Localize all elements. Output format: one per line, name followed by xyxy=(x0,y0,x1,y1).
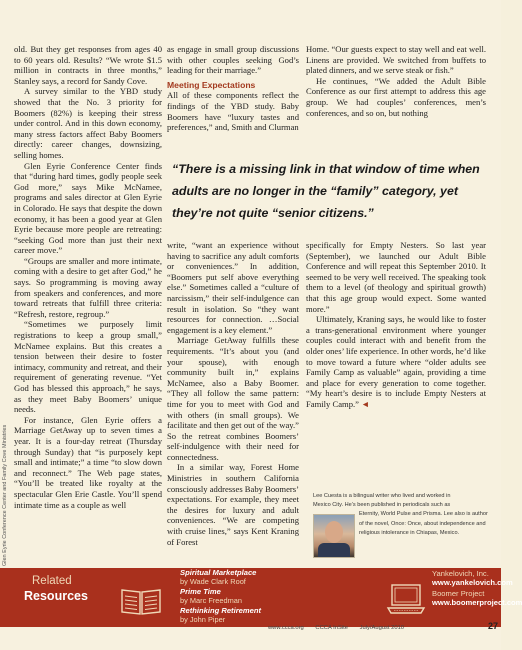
book-title: Prime Time xyxy=(180,587,221,596)
book-title: Spiritual Marketplace xyxy=(180,568,257,577)
paragraph: “Groups are smaller and more intimate, coming with a desire to get after God,” he says. So programming is moving away from speakers and conferences, and more toward retreats that fulfill three criteria: “Refresh, restore, regroup.” xyxy=(14,255,162,319)
column-3-top xyxy=(306,44,486,118)
paragraph: Home. “Our guests expect to stay well and eat well. Linens are provided. We switched from buffets to plated dinners, and we serve steak or fish.” xyxy=(306,44,486,76)
related-websites xyxy=(432,569,522,610)
resources-label: Resources xyxy=(24,589,88,603)
paragraph: In a similar way, Forest Home Ministries in southern California consciously addresses Baby Boomers’ expectations. For example, they meet the desires for luxury and adult conveniences. “We are competing with cruise lines,” says Kent Kraning of Forest xyxy=(167,462,299,547)
bio-line: Lee Cuesta is a bilingual writer who lived and worked in xyxy=(313,493,451,499)
section-heading: Meeting Expectations xyxy=(167,79,256,90)
bio-rest: Eternity, World Pulse and Prisma. Lee also is author of the novel, Once: Once, about independence and religious intolerance in Chiapas, Mexico. xyxy=(359,511,488,536)
end-mark-icon: ◄ xyxy=(361,398,370,409)
book-item[interactable] xyxy=(180,569,370,586)
author-bio xyxy=(313,492,488,538)
laptop-icon xyxy=(385,582,427,616)
bio-line: Mexico City. He’s been published in periodicals such as xyxy=(313,502,451,509)
photo-credit-sidebar: Glen Eyrie Conference Center and Family Cove Ministries xyxy=(2,424,8,566)
book-item[interactable] xyxy=(180,588,370,605)
recommended-books xyxy=(180,569,370,626)
pull-quote xyxy=(172,158,488,224)
site-link[interactable]: www.yankelovich.com xyxy=(432,577,513,587)
author-shirt xyxy=(318,543,350,557)
book-author: by Wade Clark Roof xyxy=(180,576,246,586)
pull-quote-text: “There is a missing link in that window of time when adults are no longer in the “family” category, yet they’re not quite “senior citizens.” xyxy=(172,162,480,220)
footer-site[interactable]: www.ccca.org xyxy=(268,625,304,631)
paragraph: write, “want an experience without having to sacrifice any adult comforts or conveniences.” In addition, “Boomers put self above everything else.” Sometimes called a “culture of narcissism,” their self-indulgence can result in isolation. So “they want resources for connection. …Social engagement is a key element.” xyxy=(167,240,299,335)
page-number: 27 xyxy=(488,621,499,631)
book-item[interactable] xyxy=(180,607,370,624)
paragraph-text: Ultimately, Kraning says, he would like to foster a trans-generational environment where younger couples could interact with and benefit from the older ones’ life experience. In other words, he’d like to move toward a future where “older adults see Family Camp as valuable” again, providing a time and place for every generation to come together. “My heart’s desire is to include Empty Nesters at Family Camp.” xyxy=(306,314,486,409)
paragraph: specifically for Empty Nesters. So last year (September), we launched our Adult Bible Conference and will repeat this September 2010. It seemed to be very well received. The speaking took them to a level (of theology and spiritual growth) that this age group would expect. Some wanted more.” xyxy=(306,240,486,314)
footer-issue: July/August 2010 xyxy=(359,625,405,631)
paragraph: old. But they get responses from ages 40 to 60 years old. Results? “We wrote $1.5 million in contracts in three months,” Stanley says, a record for Sandy Cove. xyxy=(14,44,162,86)
paragraph: He continues, “We added the Adult Bible Conference as our first attempt to address this age group. We had couples’ conferences, men’s conferences, and so on, but nothing xyxy=(306,75,486,118)
paragraph: All of these components reflect the findings of the YBD study. Baby Boomers have “luxury tastes and preferences,” and, Smith and Clurman xyxy=(167,90,299,133)
site-label: Yankelovich, Inc. xyxy=(432,569,489,578)
site-link[interactable]: www.boomerproject.com xyxy=(432,597,522,607)
open-book-icon xyxy=(120,586,162,616)
paragraph: Marriage GetAway fulfills these requirements. “It’s about you (and your spouse), with enough community built in,” explains McNamee, also a Baby Boomer. “They all follow the same pattern: time for you to meet with God and with others (in small groups). We facilitate and then get out of the way.” So the retreat combines Boomers’ self-indulgence with their need for connectedness. xyxy=(167,335,299,462)
paragraph: Glen Eyrie Conference Center finds that “during hard times, godly people seek God more,” says Mike McNamee, programs and sales director at Glen Eyrie in Colorado. He says that despite the down economy, it has been a good year at Glen Eyrie because more people are retreating: “seeking God more than just their next career move.” xyxy=(14,160,162,256)
paragraph xyxy=(306,314,486,409)
paragraph: “Sometimes we purposely limit registrations to keep a group small,” McNamee explains. But this creates a tension between their desire to foster intimacy, community and retreat, and their requirement of generating revenue. “Yet God has blessed this approach,” he says, as they meet Baby Boomers’ unique needs. xyxy=(14,319,162,415)
related-resources-banner xyxy=(0,568,522,627)
column-2-bottom xyxy=(167,240,299,547)
book-author: by Marc Freedman xyxy=(180,595,243,605)
paragraph: For instance, Glen Eyrie offers a Marriage GetAway up to seven times a year. It is a four-day retreat (Thursday through Sunday) that “is purposely kept small and intimate;” a time “to slow down and reconnect.” The Web page states, “You’ll be treated like royalty at the spectacular Glen Erie Castle. You’ll spend intimate time as a couple as well xyxy=(14,414,162,510)
column-1 xyxy=(14,44,162,510)
column-2-top xyxy=(167,44,299,133)
paragraph: A survey similar to the YBD study showed that the No. 3 priority for Boomers (82%) is keeping their stress under control. And in this down economy, many stress factors affect Baby Boomers directly: career changes, downsizing, selling homes. xyxy=(14,86,162,160)
page-footer xyxy=(268,625,414,631)
column-3-bottom xyxy=(306,240,486,410)
site-label: Boomer Project xyxy=(432,589,485,599)
related-label: Related xyxy=(32,575,72,587)
footer-magazine: CCCA InSite xyxy=(315,625,348,631)
book-title: Rethinking Retirement xyxy=(180,606,262,615)
book-author: by John Piper xyxy=(180,614,226,624)
paragraph: as engage in small group discussions with other couples seeking God’s leading for their marriage.” xyxy=(167,44,299,76)
